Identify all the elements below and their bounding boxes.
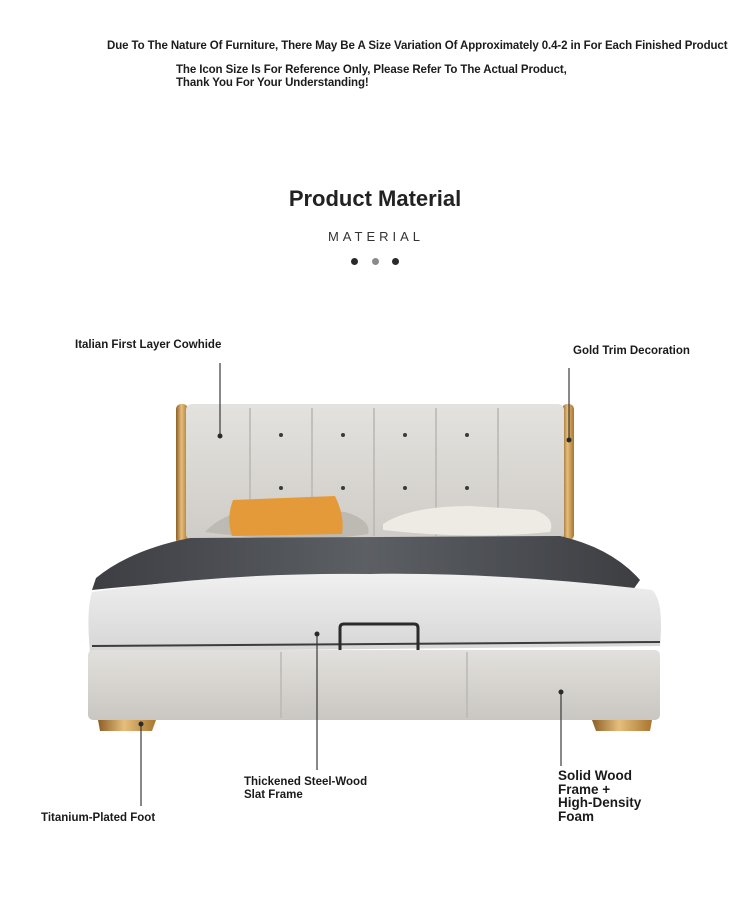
callout-slat-line-2: Slat Frame: [244, 788, 303, 801]
section-title: Product Material: [288, 186, 462, 211]
callout-solid-wood-frame: [558, 769, 641, 823]
callout-frame-line-2: Frame +: [558, 781, 611, 797]
icon-reference-line-2: Thank You For Your Understanding!: [176, 77, 369, 89]
callout-foot: Titanium-Plated Foot: [41, 812, 156, 824]
size-variation-note: Due To The Nature Of Furniture, There May Be A Size Variation Of Approximately 0.4-2 in For Each Finished Product: [107, 40, 728, 52]
callout-cowhide: Italian First Layer Cowhide: [75, 339, 222, 351]
section-subtitle: MATERIAL: [327, 229, 425, 244]
callout-slat-line-1: Thickened Steel-Wood: [244, 776, 368, 788]
callout-frame-line-1: Solid Wood: [558, 768, 632, 783]
titanium-foot-icon: [98, 720, 652, 731]
icon-reference-line-1: The Icon Size Is For Reference Only, Please Refer To The Actual Product,: [176, 64, 567, 76]
callout-gold-trim: Gold Trim Decoration: [573, 345, 690, 357]
callout-frame-line-3: High-Density: [558, 795, 642, 810]
callout-slat-frame: [244, 776, 367, 801]
bed-base-icon: [88, 650, 660, 720]
callout-frame-line-4: Foam: [558, 808, 595, 824]
mattress-icon: [88, 574, 661, 652]
